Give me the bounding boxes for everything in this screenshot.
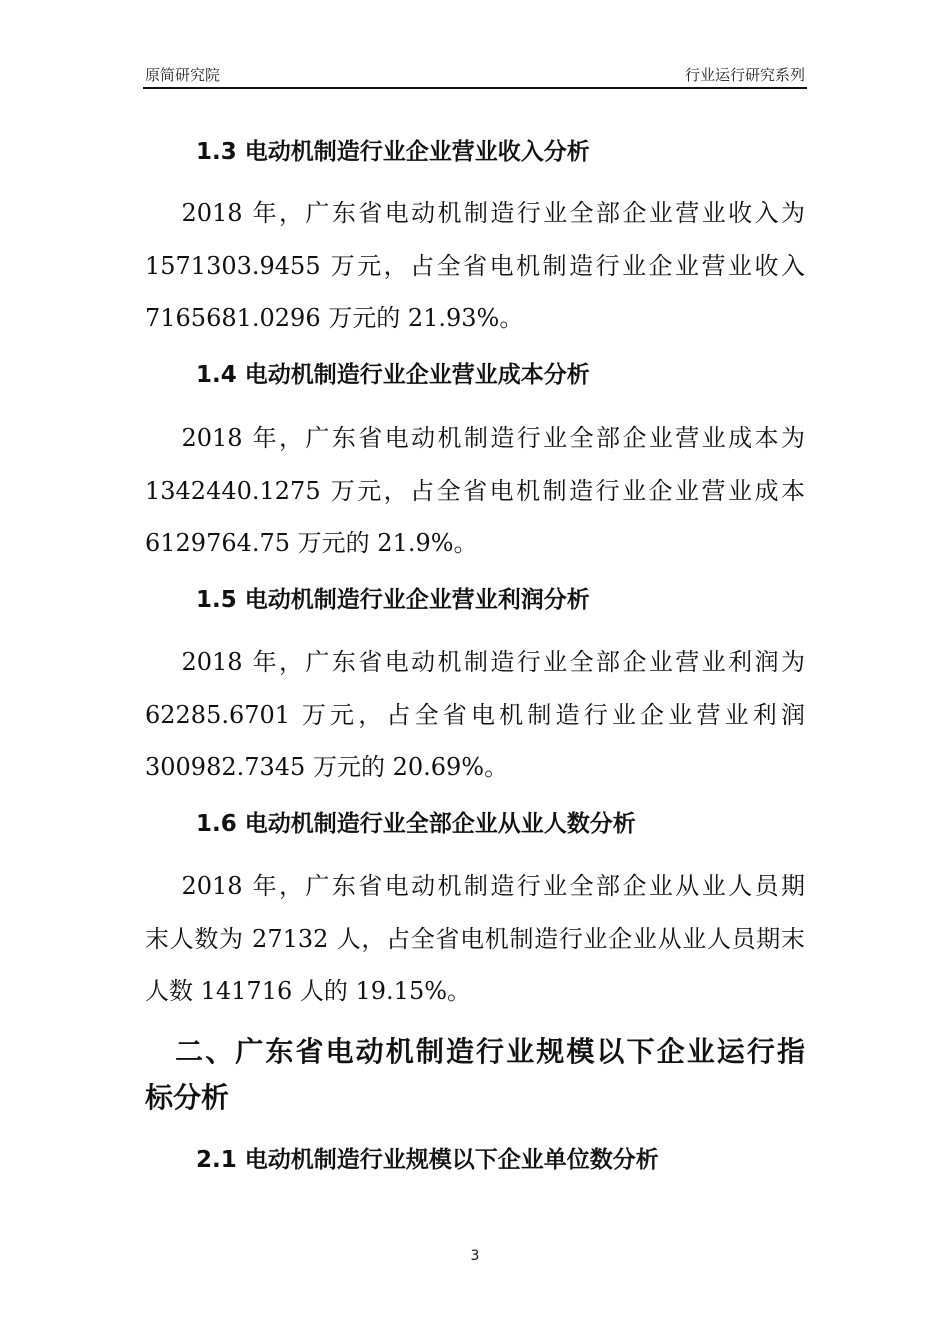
paragraph-line: 1571303.9455 万元，占全省电机制造行业企业营业收入 [145, 251, 805, 280]
paragraph-line: 1342440.1275 万元，占全省电机制造行业企业营业成本 [145, 476, 805, 505]
section-heading: 1.5 电动机制造行业企业营业利润分析 [196, 587, 590, 613]
paragraph-line: 2018 年，广东省电动机制造行业全部企业营业成本为 [145, 424, 805, 452]
paragraph-line: 7165681.0296 万元的 21.93%。 [145, 304, 524, 332]
paragraph-line: 2018 年，广东省电动机制造行业全部企业营业利润为 [145, 648, 805, 676]
chapter-heading-line: 二、广东省电动机制造行业规模以下企业运行指 [145, 1035, 805, 1068]
section-heading: 1.3 电动机制造行业企业营业收入分析 [196, 139, 590, 165]
paragraph-line: 末人数为 27132 人，占全省电机制造行业企业从业人员期末 [145, 924, 805, 953]
paragraph-line: 2018 年，广东省电动机制造行业全部企业营业收入为 [145, 199, 805, 227]
paragraph-line: 6129764.75 万元的 21.9%。 [145, 529, 478, 557]
paragraph-line: 人数 141716 人的 19.15%。 [145, 977, 472, 1005]
header-left: 原简研究院 [145, 66, 221, 84]
paragraph-line: 62285.6701 万元，占全省电机制造行业企业营业利润 [145, 700, 805, 729]
paragraph-line: 300982.7345 万元的 20.69%。 [145, 753, 509, 781]
section-heading: 2.1 电动机制造行业规模以下企业单位数分析 [196, 1147, 659, 1173]
section-heading: 1.4 电动机制造行业企业营业成本分析 [196, 362, 590, 388]
paragraph-line: 2018 年，广东省电动机制造行业全部企业从业人员期 [145, 872, 805, 900]
header-right: 行业运行研究系列 [684, 66, 805, 84]
header-rule [143, 87, 807, 89]
chapter-heading-line: 标分析 [145, 1081, 230, 1114]
section-heading: 1.6 电动机制造行业全部企业从业人数分析 [196, 811, 636, 837]
page-number: 3 [470, 1248, 480, 1264]
